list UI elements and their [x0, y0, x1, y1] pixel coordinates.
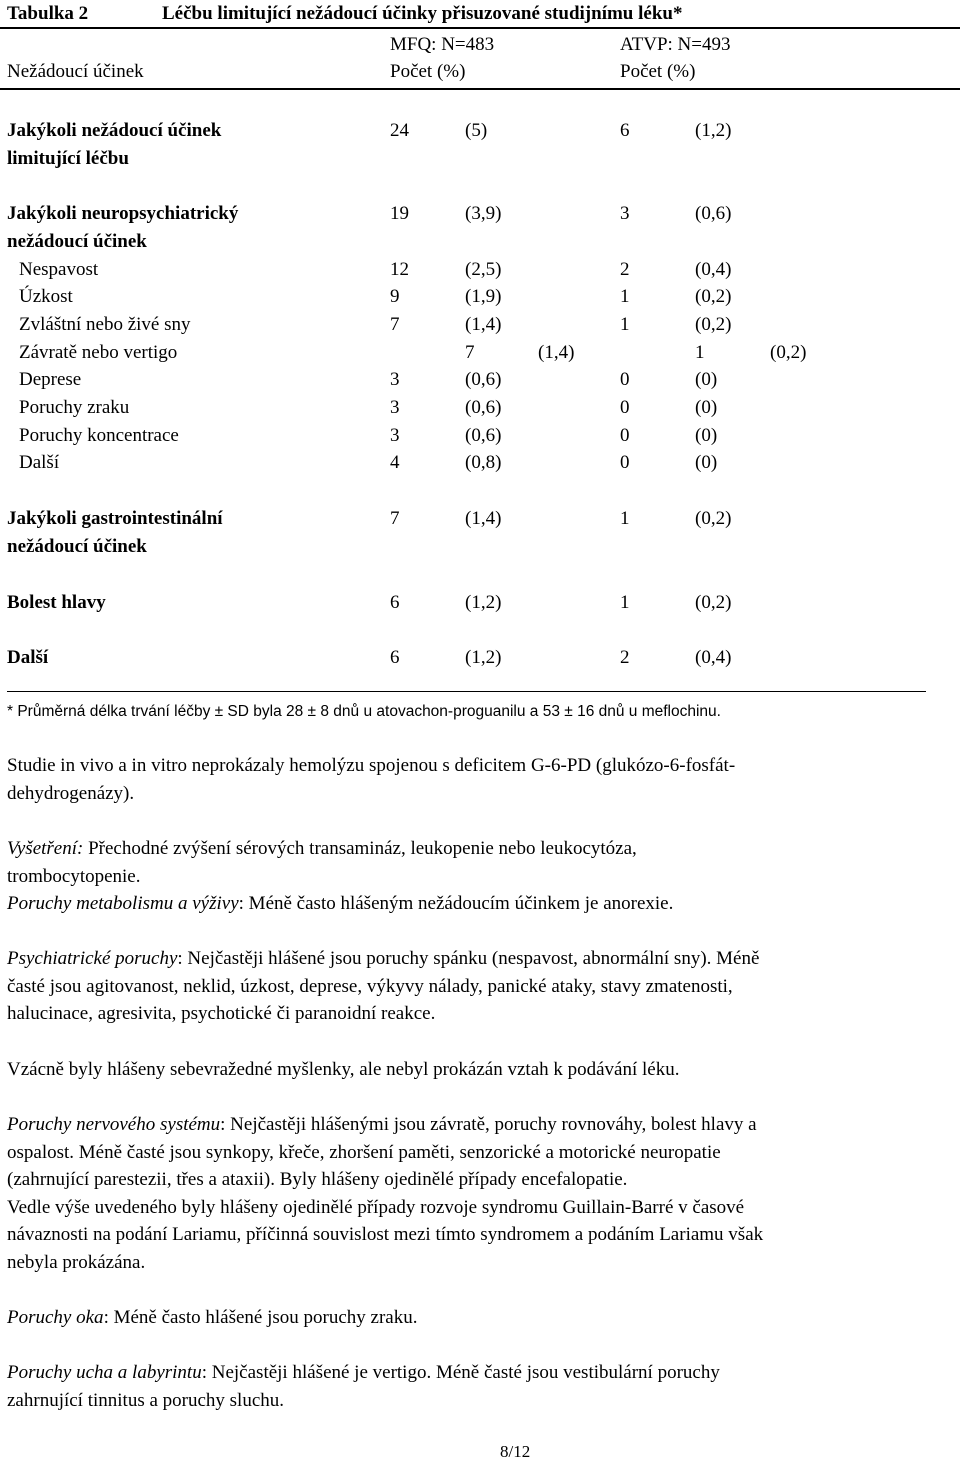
atvp-percent: (0,2): [695, 286, 732, 307]
atvp-percent: (0): [695, 369, 718, 390]
row-label: Jakýkoli neuropsychiatrický: [7, 203, 239, 224]
text-line: Vedle výše uvedeného byly hlášeny ojedinělé případy rozvoje syndromu Guillain-Barré v časové: [7, 1196, 745, 1218]
table-footnote: * Průměrná délka trvání léčby ± SD byla 28 ± 8 dnů u atovachon-proguanilu a 53 ± 16 dnů u meflochinu.: [7, 703, 721, 720]
mfq-percent: (2,5): [465, 259, 502, 280]
text-line: dehydrogenázy).: [7, 782, 135, 804]
paragraph-psychiatric: [7, 945, 952, 1028]
atvp-percent: (0,6): [695, 203, 732, 224]
paragraph-nervous-system: [7, 1111, 952, 1276]
header-rule: [0, 88, 960, 90]
atvp-count: 2: [620, 259, 630, 280]
mfq-count: 3: [390, 425, 400, 446]
table-label: Tabulka 2: [7, 3, 89, 24]
atvp-percent: (0,4): [695, 647, 732, 668]
section-label: Poruchy oka: [7, 1307, 104, 1328]
atvp-count: 3: [620, 203, 630, 224]
mfq-percent: (1,9): [465, 286, 502, 307]
text-line: [7, 890, 952, 918]
row-label: Bolest hlavy: [7, 592, 106, 613]
text-run: : Méně často hlášené jsou poruchy zraku.: [103, 1307, 418, 1328]
mfq-percent: (0,6): [465, 397, 502, 418]
row-label-cont: limitující léčbu: [7, 148, 129, 169]
atvp-percent: (1,2): [695, 120, 732, 141]
text-line: halucinace, agresivita, psychotické či paranoidní reakce.: [7, 1003, 436, 1024]
text-line: návaznosti na podání Lariamu, příčinná souvislost mezi tímto syndromem a podáním Lariamu však: [7, 1224, 764, 1245]
mfq-percent: (1,2): [465, 592, 502, 613]
row-label: Další: [19, 452, 60, 473]
mfq-percent: (1,4): [465, 508, 502, 529]
mfq-percent: (0,8): [465, 452, 502, 473]
atvp-percent: (0): [695, 397, 718, 418]
atvp-count: 1: [620, 314, 630, 335]
atvp-count: 1: [620, 286, 630, 307]
text-line: Studie in vivo a in vitro neprokázaly hemolýzu spojenou s deficitem G-6-PD (glukózo-6-fosfát-: [7, 755, 736, 776]
text-line: [7, 945, 952, 973]
footnote-rule: [7, 691, 926, 692]
atvp-count: 1: [620, 592, 630, 613]
mfq-count: 4: [390, 452, 400, 473]
atvp-percent: (0,2): [695, 592, 732, 613]
text-line: zahrnující tinnitus a poruchy sluchu.: [7, 1389, 285, 1411]
paragraph-ear: [7, 1359, 952, 1414]
mfq-percent: (1,4): [465, 314, 502, 335]
row-label-cont: nežádoucí účinek: [7, 536, 147, 557]
text-run: : Nejčastěji hlášené je vertigo. Méně časté jsou vestibulární poruchy: [201, 1362, 720, 1383]
atvp-count: 6: [620, 120, 630, 141]
table-title: Léčbu limitující nežádoucí účinky přisuzované studijnímu léku*: [162, 3, 683, 24]
section-label: Vyšetření:: [7, 838, 84, 859]
row-label: Další: [7, 647, 49, 668]
text-line: (zahrnující parestezii, třes a ataxii). Byly hlášeny ojedinělé případy encefalopatie.: [7, 1169, 628, 1190]
paragraph-metabolism: [7, 890, 952, 918]
mfq-count: 19: [390, 203, 409, 224]
text-run: : Méně často hlášeným nežádoucím účinkem je anorexie.: [238, 893, 674, 914]
col-mfq-sub: Počet (%): [390, 61, 466, 82]
mfq-count: 6: [390, 592, 400, 613]
section-label: Psychiatrické poruchy: [7, 948, 178, 969]
atvp-count: 0: [620, 425, 630, 446]
row-label: Deprese: [19, 369, 82, 390]
text-line: [7, 835, 952, 863]
atvp-count: 0: [620, 452, 630, 473]
atvp-count: 0: [620, 369, 630, 390]
atvp-percent: (0,2): [695, 314, 732, 335]
mfq-count: 3: [390, 369, 400, 390]
mfq-percent: (5): [465, 120, 488, 141]
row-label: Nespavost: [19, 259, 99, 280]
atvp-percent: (0): [695, 425, 718, 446]
mfq-percent: (1,2): [465, 647, 502, 668]
atvp-percent: (0,2): [770, 342, 807, 363]
table-top-rule: [0, 27, 960, 29]
row-label: Závratě nebo vertigo: [19, 342, 178, 363]
row-label: Jakýkoli nežádoucí účinek: [7, 120, 222, 141]
text-run: : Nejčastěji hlášenými jsou závratě, poruchy rovnováhy, bolest hlavy a: [220, 1114, 757, 1135]
mfq-percent: (0,6): [465, 369, 502, 390]
row-label: Úzkost: [19, 286, 73, 307]
paragraph-eye: [7, 1304, 952, 1332]
mfq-percent: (1,4): [538, 342, 575, 363]
row-label: Zvláštní nebo živé sny: [19, 314, 191, 335]
mfq-count: 6: [390, 647, 400, 668]
col-atvp-group: ATVP: N=493: [620, 34, 731, 55]
text-line: [7, 1359, 952, 1387]
atvp-count: 0: [620, 397, 630, 418]
mfq-count: 7: [465, 342, 475, 363]
text-line: [7, 1304, 952, 1332]
row-label-cont: nežádoucí účinek: [7, 231, 147, 252]
text-run: : Nejčastěji hlášené jsou poruchy spánku (nespavost, abnormální sny). Méně: [177, 948, 760, 969]
mfq-percent: (0,6): [465, 425, 502, 446]
col-adverse-effect-header: Nežádoucí účinek: [7, 61, 144, 82]
text-line: ospalost. Méně časté jsou synkopy, křeče, zhoršení paměti, senzorické a motorické neuropatie: [7, 1141, 721, 1163]
mfq-percent: (3,9): [465, 203, 502, 224]
atvp-percent: (0,4): [695, 259, 732, 280]
atvp-percent: (0): [695, 452, 718, 473]
mfq-count: 3: [390, 397, 400, 418]
atvp-percent: (0,2): [695, 508, 732, 529]
paragraph-suicidal: [7, 1056, 952, 1084]
section-label: Poruchy metabolismu a výživy: [7, 893, 239, 914]
atvp-count: 1: [620, 508, 630, 529]
text-run: Přechodné zvýšení sérových transamináz, leukopenie nebo leukocytóza,: [88, 838, 637, 859]
text-line: nebyla prokázána.: [7, 1251, 146, 1273]
page-number: 8/12: [500, 1442, 531, 1461]
atvp-count: 1: [695, 342, 705, 363]
row-label: Poruchy koncentrace: [19, 425, 179, 446]
col-mfq-group: MFQ: N=483: [390, 34, 495, 55]
text-line: Vzácně byly hlášeny sebevražedné myšlenky, ale nebyl prokázán vztah k podávání léku.: [7, 1059, 680, 1080]
mfq-count: 7: [390, 508, 400, 529]
text-line: trombocytopenie.: [7, 865, 141, 887]
mfq-count: 12: [390, 259, 409, 280]
row-label: Jakýkoli gastrointestinální: [7, 508, 223, 529]
paragraph-investigations: [7, 835, 952, 890]
mfq-count: 7: [390, 314, 400, 335]
text-line: [7, 1111, 952, 1139]
col-atvp-sub: Počet (%): [620, 61, 696, 82]
mfq-count: 9: [390, 286, 400, 307]
atvp-count: 2: [620, 647, 630, 668]
section-label: Poruchy nervového systému: [7, 1114, 221, 1135]
row-label: Poruchy zraku: [19, 397, 130, 418]
section-label: Poruchy ucha a labyrintu: [7, 1362, 202, 1383]
paragraph-g6pd: [7, 752, 952, 807]
text-line: časté jsou agitovanost, neklid, úzkost, deprese, výkyvy nálady, panické ataky, stavy zmatenosti,: [7, 975, 733, 997]
mfq-count: 24: [390, 120, 409, 141]
